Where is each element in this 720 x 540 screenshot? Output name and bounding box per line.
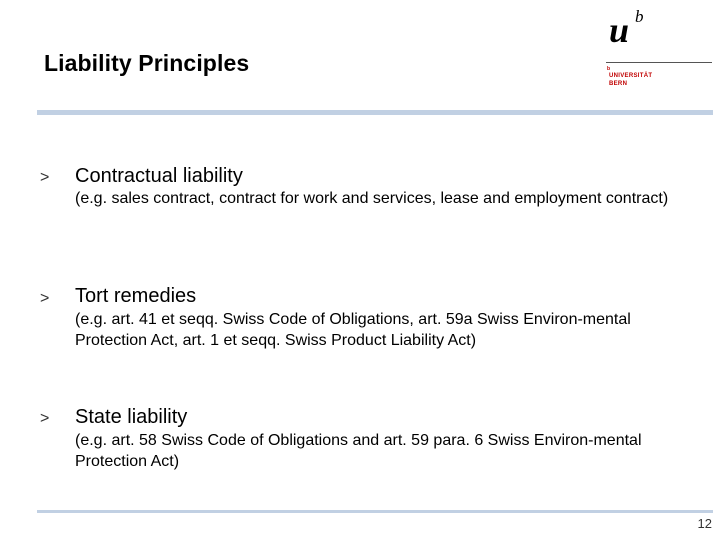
logo-mark: b xyxy=(607,66,611,72)
university-logo xyxy=(606,8,714,92)
slide-title: Liability Principles xyxy=(44,50,250,76)
bullet-marker: > xyxy=(40,290,50,307)
bullet-detail: (e.g. art. 41 et seqq. Swiss Code of Obligations, art. 59a Swiss Environ-mental Protection Act, art. 1 et seqq. Swiss Product Liability Act) xyxy=(75,311,631,349)
bullet-heading: State liability xyxy=(75,406,188,428)
bullet-heading: Contractual liability xyxy=(75,165,243,187)
logo-divider xyxy=(606,62,712,63)
logo-letter-b: b xyxy=(635,7,644,26)
bullet-heading: Tort remedies xyxy=(75,285,197,307)
logo-university: UNIVERSITÄT xyxy=(609,73,653,79)
header-divider xyxy=(37,110,713,115)
bullet-marker: > xyxy=(40,410,50,427)
logo-city: BERN xyxy=(609,81,628,87)
footer-divider xyxy=(37,510,713,513)
bullet-detail: (e.g. sales contract, contract for work and services, lease and employment contract) xyxy=(75,190,669,207)
bullet-detail: (e.g. art. 58 Swiss Code of Obligations and art. 59 para. 6 Swiss Environ-mental Protection Act) xyxy=(75,432,642,470)
bullet-marker: > xyxy=(40,169,50,186)
logo-letter-u: u xyxy=(609,10,630,50)
page-number: 12 xyxy=(697,516,712,531)
